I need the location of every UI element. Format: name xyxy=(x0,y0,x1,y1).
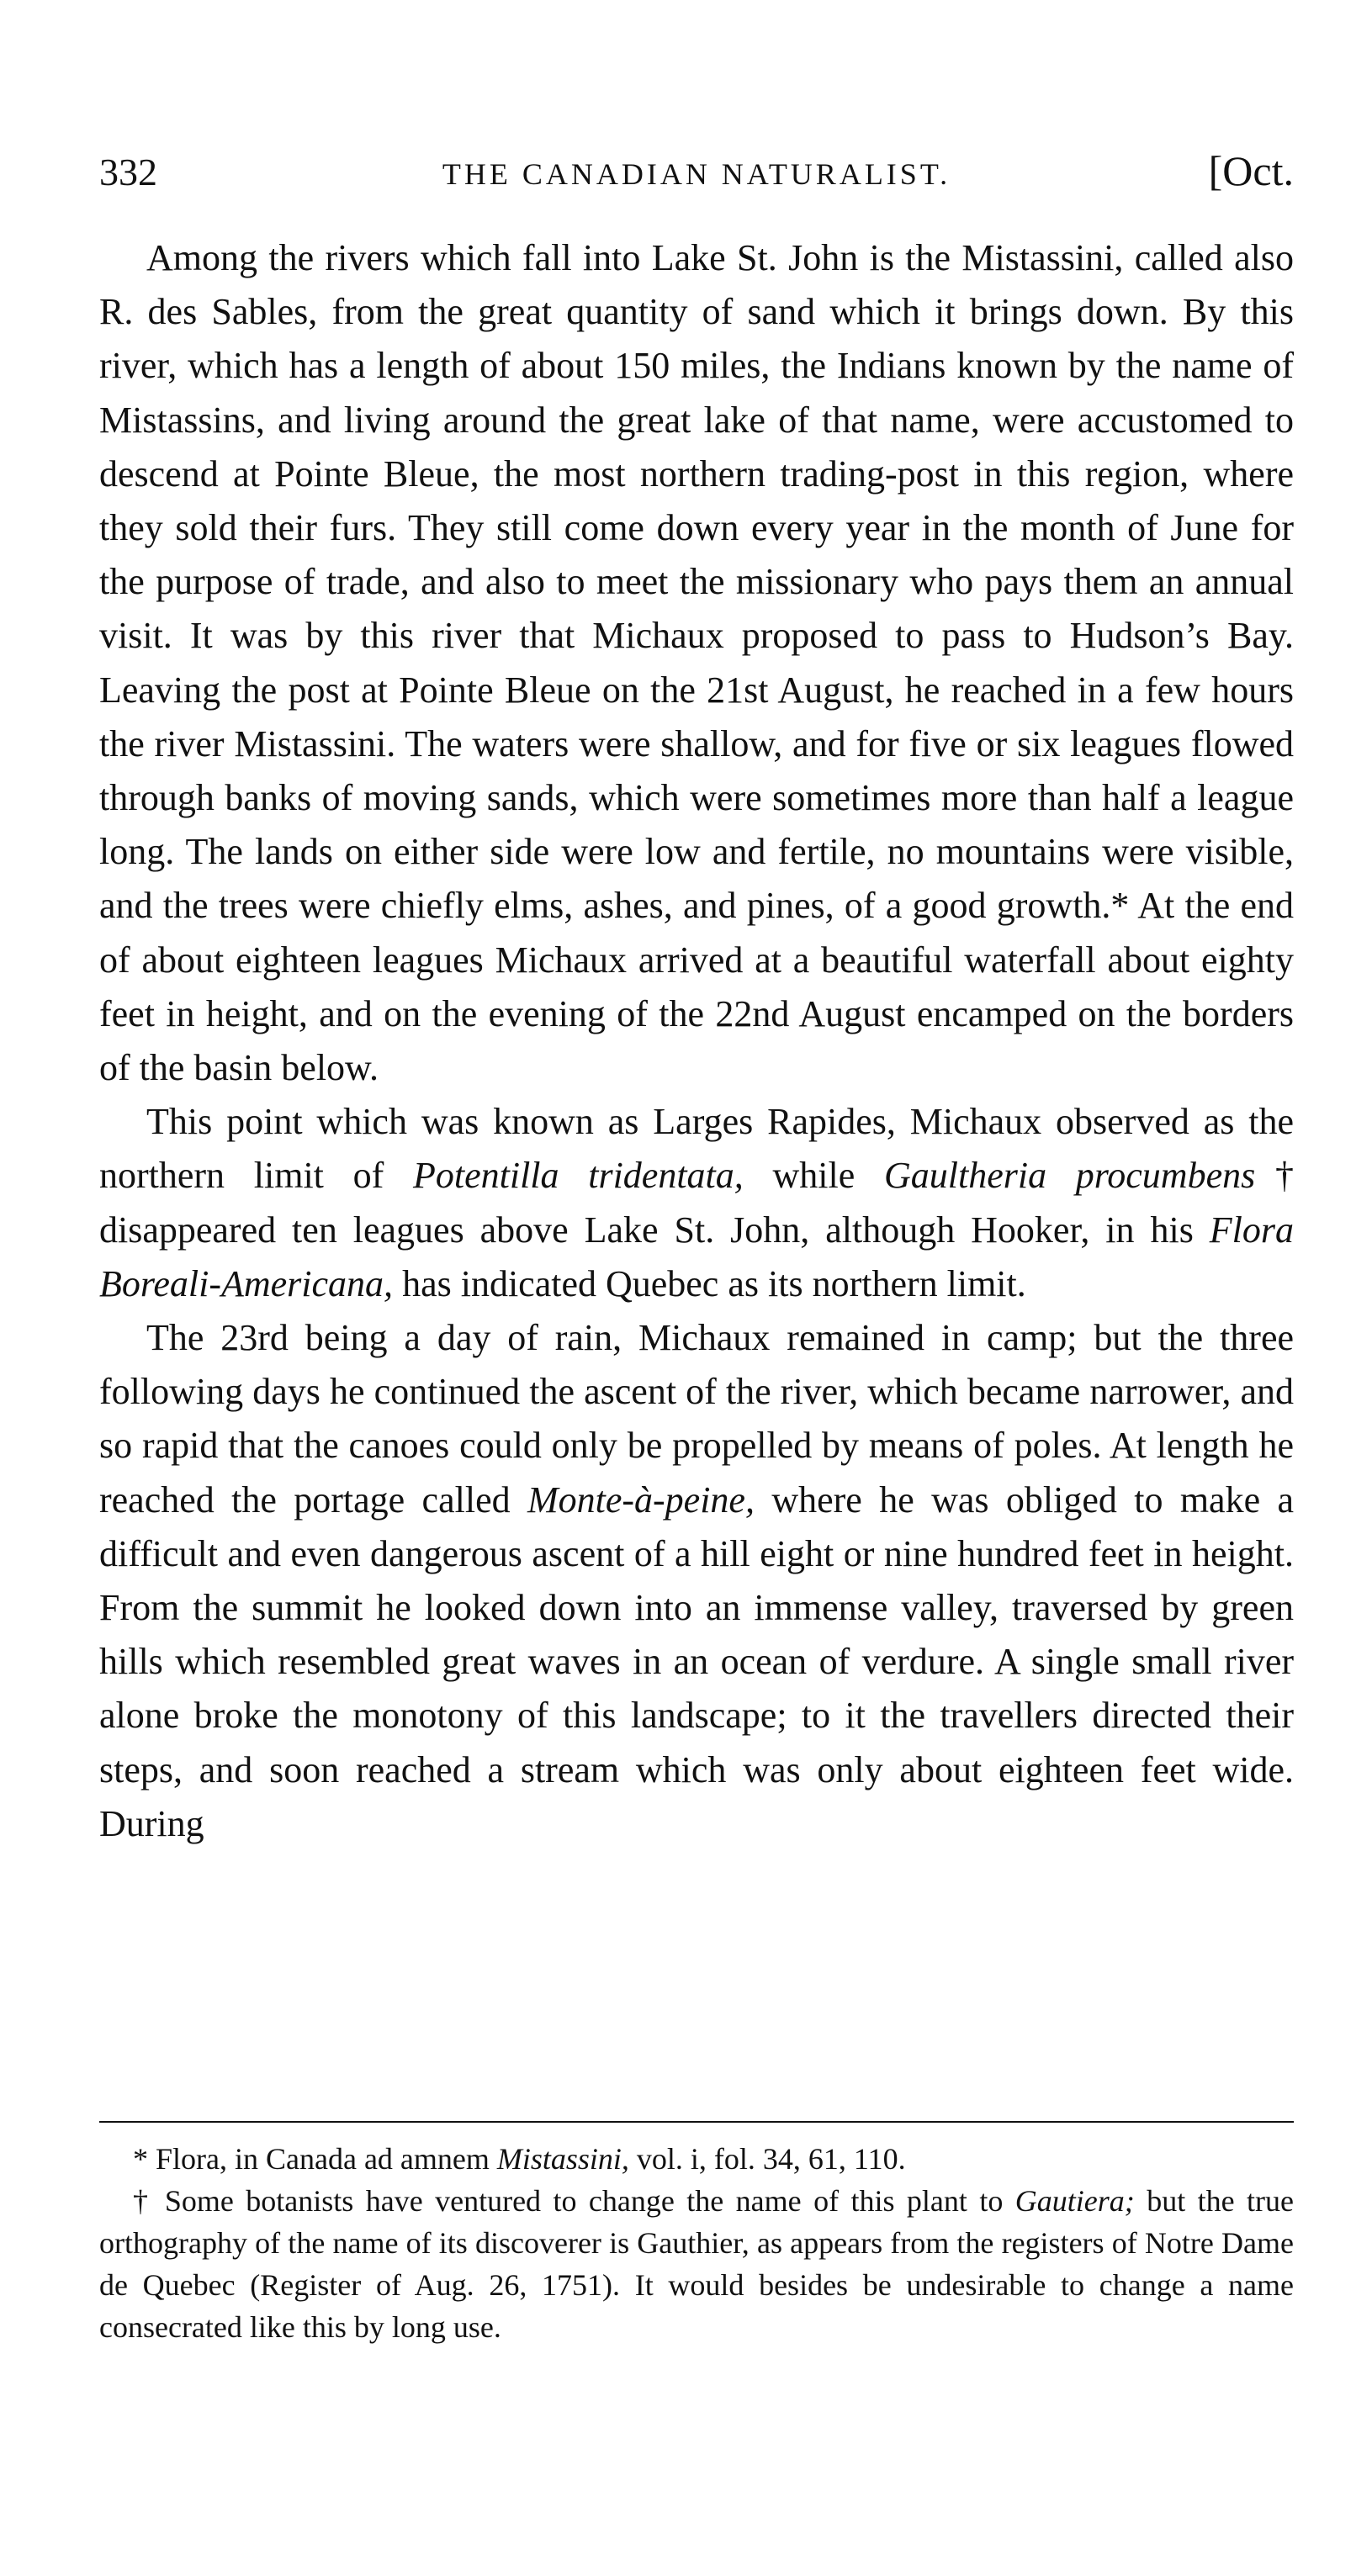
italic-book-title: Flora Boreali-Americana, xyxy=(99,1209,1294,1304)
footnote-text: † Some botanists have ventured to change the name of this plant to xyxy=(133,2184,1015,2218)
italic-place-name: Monte-à-peine, xyxy=(527,1478,755,1521)
footnote-gautiera xyxy=(99,2180,1294,2348)
footnote-text: but the true orthography of the name of its discoverer is Gauthier, as appears from the registers of Notre Dame de Quebec (Register of Aug. 26, 1751). It would besides be undesirable to change a name consecrated like this by long use. xyxy=(99,2184,1295,2344)
paragraph-text: while xyxy=(743,1155,884,1197)
italic-place-name: Mistassini, xyxy=(496,2142,629,2176)
page-number: 332 xyxy=(99,151,157,193)
book-page xyxy=(99,0,1294,2576)
italic-species-name: Gaultheria procumbens xyxy=(883,1155,1256,1197)
paragraph-text: † disappeared ten leagues above Lake St. John, although Hooker, in his xyxy=(99,1155,1294,1251)
footnote-divider xyxy=(99,2121,1294,2123)
paragraph-text: where he was obliged to make a difficult and even dangerous ascent of a hill eight or nine hundred feet in height. From the summit he looked down into an immense valley, traversed by green hills which resembled great waves in an ocean of verdure. A single small river alone broke the monotony of this landscape; to it the travellers directed their steps, and soon reached a stream which was only about eighteen feet wide. During xyxy=(99,1478,1294,1844)
running-month: [Oct. xyxy=(1208,147,1294,194)
running-head xyxy=(99,147,1294,209)
paragraph-text: has indicated Quebec as its northern limit. xyxy=(393,1262,1026,1304)
italic-species-name: Potentilla tridentata, xyxy=(412,1155,744,1197)
paragraph-text: Among the rivers which fall into Lake St. John is the Mistassini, called also R. des Sables, from the great quantity of sand which it brings down. By this river, which has a length of about 150 miles, the Indians known by the name of Mistassins, and living around the great lake of that name, were accustomed to descend at Pointe Bleue, the most northern trading-post in this region, where they sold their furs. They still come down every year in the month of June for the purpose of trade, and also to meet the missionary who pays them an annual visit. It was by this river that Michaux proposed to pass to Hudson’s Bay. Leaving the post at Pointe Bleue on the 21st August, he reached in a few hours the river Mistassini. The waters were shallow, and for five or six leagues flowed through banks of moving sands, which were sometimes more than half a league long. The lands on either side were low and fertile, no mountains were visible, and the trees were chiefly elms, ashes, and pines, of a good growth.* At the end of about eighteen leagues Michaux arrived at a beautiful waterfall about eighty feet in height, and on the evening of the 22nd August encamped on the borders of the basin below. xyxy=(99,237,1294,1089)
paragraph-text: The 23rd being a day of rain, Michaux remained in camp; but the three following days he continued the ascent of the river, which became narrower, and so rapid that the canoes could only be propelled by means of poles. At length he reached the portage called xyxy=(99,1317,1294,1521)
footnote-flora xyxy=(99,2138,1294,2180)
paragraph-text: This point which was known as Larges Rapides, Michaux observed as the northern limit of xyxy=(99,1101,1294,1197)
italic-genus-name: Gautiera; xyxy=(1014,2184,1135,2218)
footnotes xyxy=(99,2121,1294,2348)
paragraph-mistassini-river xyxy=(99,231,1294,1095)
footnote-text: vol. i, fol. 34, 61, 110. xyxy=(628,2142,906,2176)
running-title: THE CANADIAN NATURALIST. xyxy=(442,157,951,191)
paragraph-monte-a-peine xyxy=(99,1311,1294,1851)
paragraph-larges-rapides xyxy=(99,1095,1294,1311)
body-text xyxy=(99,231,1294,1851)
footnote-text: * Flora, in Canada ad amnem xyxy=(133,2142,497,2176)
